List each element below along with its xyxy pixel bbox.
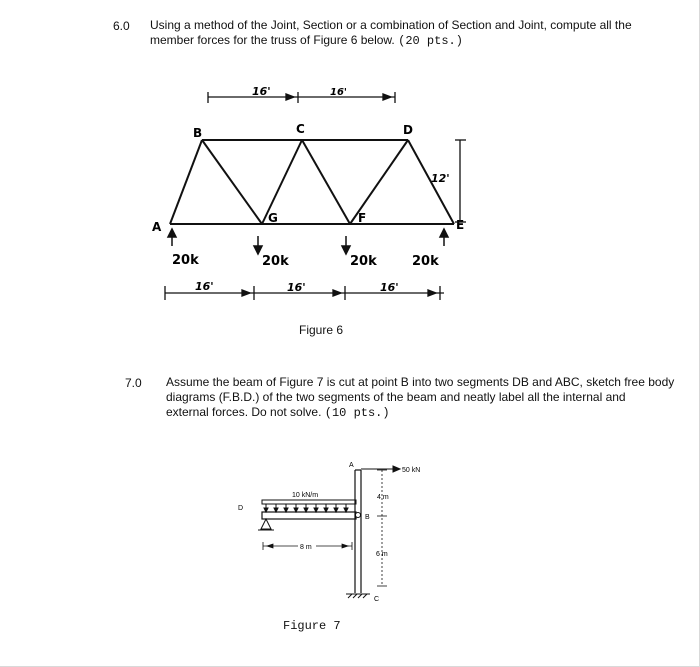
load-label-2: 20k <box>262 254 289 269</box>
question-6-points: (20 pts.) <box>398 34 463 48</box>
beam-db <box>262 512 356 519</box>
node-g: G <box>268 211 278 225</box>
node-f: F <box>358 211 367 225</box>
question-7-line-3: external forces. Do not solve. (10 pts.) <box>166 405 390 420</box>
load-label-4: 20k <box>412 254 439 269</box>
load-50kn: 50 kN <box>402 467 421 474</box>
node-e: E <box>456 218 465 232</box>
column <box>355 470 361 593</box>
upper-height-label: 4 m <box>377 494 389 501</box>
horizontal-load <box>361 466 400 472</box>
node-c: C <box>296 122 305 136</box>
figure-7-caption: Figure 7 <box>283 619 341 633</box>
top-dim-2: 16' <box>330 87 347 98</box>
lower-height-label: 6 m <box>376 551 388 558</box>
bottom-dim-3: 16' <box>380 281 399 294</box>
node-a: A <box>152 220 162 234</box>
bottom-dim-2: 16' <box>287 281 306 294</box>
question-6-number: 6.0 <box>113 19 130 33</box>
question-7-points: (10 pts.) <box>324 406 390 420</box>
support-c <box>346 594 370 598</box>
figure-6-caption: Figure 6 <box>299 323 344 337</box>
question-6-line-1: Using a method of the Joint, Section or a combination of Section and Joint, compute all the <box>150 18 632 32</box>
label-a: A <box>349 462 354 469</box>
question-6-line-2: member forces for the truss of Figure 6 below. (20 pts.) <box>150 33 463 48</box>
dist-load-label: 10 kN/m <box>292 492 319 499</box>
label-b: B <box>365 514 370 521</box>
label-d: D <box>238 505 244 512</box>
load-label-1: 20k <box>172 253 199 268</box>
top-dim-1: 16' <box>252 85 271 98</box>
hinge-b <box>356 513 361 518</box>
question-7-line-2: diagrams (F.B.D.) of the two segments of the beam and neatly label all the internal and <box>166 390 626 404</box>
distributed-load <box>262 500 356 512</box>
height-dim: 12' <box>431 172 450 185</box>
support-d <box>258 519 274 530</box>
question-7-number: 7.0 <box>125 376 142 390</box>
span-label: 8 m <box>300 544 312 551</box>
load-label-3: 20k <box>350 254 377 269</box>
node-b: B <box>193 126 203 140</box>
question-7-line-1: Assume the beam of Figure 7 is cut at point B into two segments DB and ABC, sketch free body <box>166 375 675 389</box>
node-d: D <box>403 123 413 137</box>
bottom-dim-1: 16' <box>195 280 214 293</box>
label-c: C <box>374 596 380 603</box>
